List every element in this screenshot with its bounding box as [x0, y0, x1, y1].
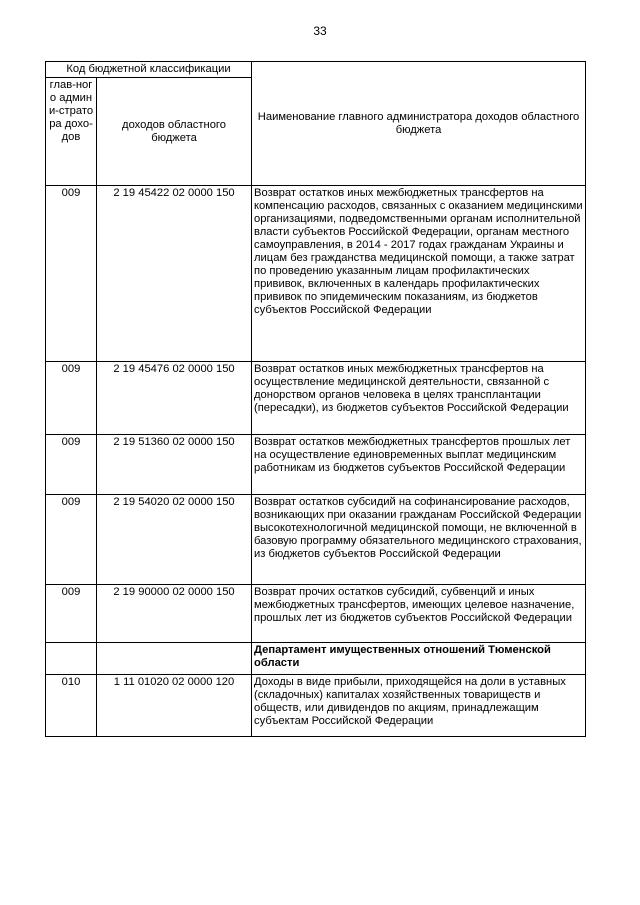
admin-code: 010: [46, 675, 97, 737]
department-name: Департамент имущественных отношений Тюменской области: [252, 643, 586, 675]
income-code: 1 11 01020 02 0000 120: [97, 675, 252, 737]
income-name: Возврат остатков субсидий на софинансирование расходов, возникающих при оказании гражданам Российской Федерации высокотехнологичной медицинской помощи, не включенной в базовую программу обязательного медицинского страхования, из бюджетов субъектов Российской Федерации: [252, 495, 586, 585]
table-row: [46, 435, 586, 495]
table-row: [46, 186, 586, 362]
income-code: 2 19 45422 02 0000 150: [97, 186, 252, 362]
income-name: Возврат прочих остатков субсидий, субвенций и иных межбюджетных трансфертов, имеющих целевое назначение, прошлых лет из бюджетов субъектов Российской Федерации: [252, 585, 586, 643]
table-row: [46, 675, 586, 737]
table-header-row-group: [46, 62, 586, 78]
admin-code: 009: [46, 435, 97, 495]
table-row: [46, 495, 586, 585]
admin-code: 009: [46, 495, 97, 585]
budget-classification-table: [45, 61, 586, 737]
admin-code: [46, 643, 97, 675]
header-regional-income: доходов областного бюджета: [97, 78, 252, 186]
income-code: 2 19 51360 02 0000 150: [97, 435, 252, 495]
income-name: Возврат остатков иных межбюджетных трансфертов на компенсацию расходов, связанных с оказанием медицинскими организациями, подведомственными органам исполнительной власти субъектов Российской Федерации, органам местного самоуправления, в 2014 - 2017 годах гражданам Украины и лицам без гражданства медицинской помощи, а также затрат по проведению указанным лицам профилактических прививок, включенных в календарь профилактических прививок по эпидемическим показаниям, из бюджетов субъектов Российской Федерации: [252, 186, 586, 362]
income-code: 2 19 45476 02 0000 150: [97, 362, 252, 435]
admin-code: 009: [46, 585, 97, 643]
admin-code: 009: [46, 186, 97, 362]
table-row-department: [46, 643, 586, 675]
income-code: 2 19 90000 02 0000 150: [97, 585, 252, 643]
table-row: [46, 362, 586, 435]
header-budget-classification: Код бюджетной классификации: [46, 62, 252, 78]
page-number: 33: [313, 24, 327, 38]
header-chief-administrator: глав-ного админи-стратора дохо-дов: [46, 78, 97, 186]
income-code: 2 19 54020 02 0000 150: [97, 495, 252, 585]
income-code: [97, 643, 252, 675]
header-administrator-name: Наименование главного администратора доходов областного бюджета: [252, 62, 586, 186]
admin-code: 009: [46, 362, 97, 435]
table-row: [46, 585, 586, 643]
income-name: Возврат остатков межбюджетных трансфертов прошлых лет на осуществление единовременных выплат медицинским работникам из бюджетов субъектов Российской Федерации: [252, 435, 586, 495]
income-name: Возврат остатков иных межбюджетных трансфертов на осуществление медицинской деятельности, связанной с донорством органов человека в целях трансплантации (пересадки), из бюджетов субъектов Российской Федерации: [252, 362, 586, 435]
income-name: Доходы в виде прибыли, приходящейся на доли в уставных (складочных) капиталах хозяйственных товариществ и обществ, или дивидендов по акциям, принадлежащим субъектам Российской Федерации: [252, 675, 586, 737]
